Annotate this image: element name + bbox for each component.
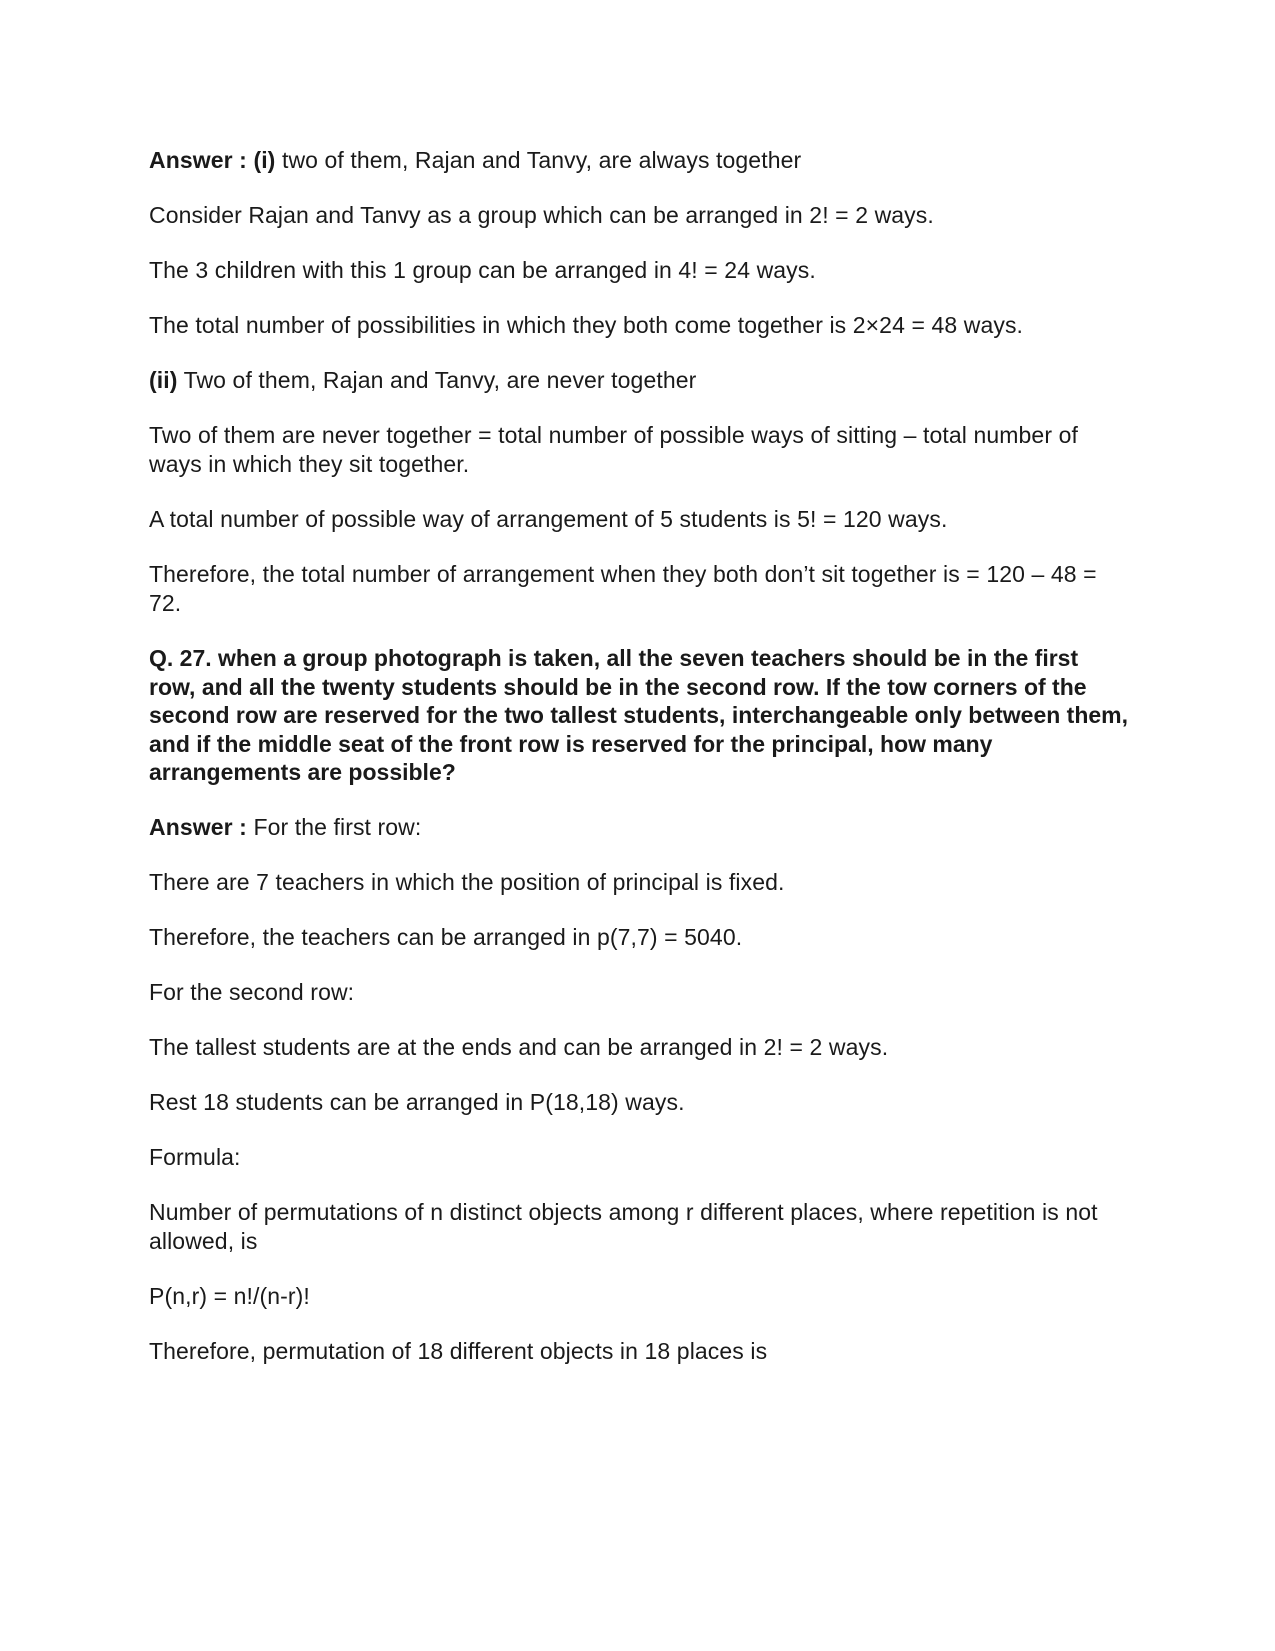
paragraph: The 3 children with this 1 group can be arranged in 4! = 24 ways. (149, 257, 816, 283)
answer-q27 (149, 813, 1129, 842)
answer-label: Answer : (149, 147, 247, 173)
answer-text: two of them, Rajan and Tanvy, are always together (281, 147, 802, 173)
document-page (149, 146, 1129, 1392)
paragraph: For the second row: (149, 978, 355, 1005)
paragraph: Rest 18 students can be arranged in P(18,18) ways. (149, 1088, 685, 1115)
answer-part-ii (149, 366, 1129, 395)
answer-text: Two of them, Rajan and Tanvy, are never together (183, 367, 697, 393)
paragraph: A total number of possible way of arrangement of 5 students is 5! = 120 ways. (149, 506, 948, 532)
paragraph: The tallest students are at the ends and can be arranged in 2! = 2 ways. (149, 1033, 889, 1060)
paragraph: Consider Rajan and Tanvy as a group which can be arranged in 2! = 2 ways. (149, 202, 934, 228)
answer-text: For the first row: (253, 813, 422, 840)
paragraph: The total number of possibilities in which they both come together is 2×24 = 48 ways. (149, 312, 1024, 338)
paragraph: Formula: (149, 1143, 241, 1170)
paragraph: There are 7 teachers in which the position of principal is fixed. (149, 868, 785, 895)
paragraph: Therefore, the total number of arrangement when they both don’t sit together is = 120 – 48 = 72. (149, 561, 1097, 616)
question-27: Q. 27. when a group photograph is taken, all the seven teachers should be in the first row, and all the twenty students should be in the second row. If the tow corners of the second row are reserved for the two tallest students, interchangeable only between them, and if the middle seat of the front row is reserved for the principal, how many arrangements are possible? (149, 645, 1129, 785)
formula: P(n,r) = n!/(n-r)! (149, 1282, 310, 1309)
answer-label: Answer : (149, 813, 247, 840)
paragraph: Therefore, the teachers can be arranged in p(7,7) = 5040. (149, 923, 743, 950)
part-label: (ii) (149, 367, 178, 393)
paragraph: Therefore, permutation of 18 different objects in 18 places is (149, 1337, 768, 1364)
answer-part-i (149, 146, 1129, 175)
paragraph: Number of permutations of n distinct objects among r different places, where repetition is not allowed, is (149, 1198, 1098, 1254)
paragraph: Two of them are never together = total number of possible ways of sitting – total number of ways in which they sit together. (149, 422, 1078, 477)
part-label: (i) (253, 147, 276, 173)
